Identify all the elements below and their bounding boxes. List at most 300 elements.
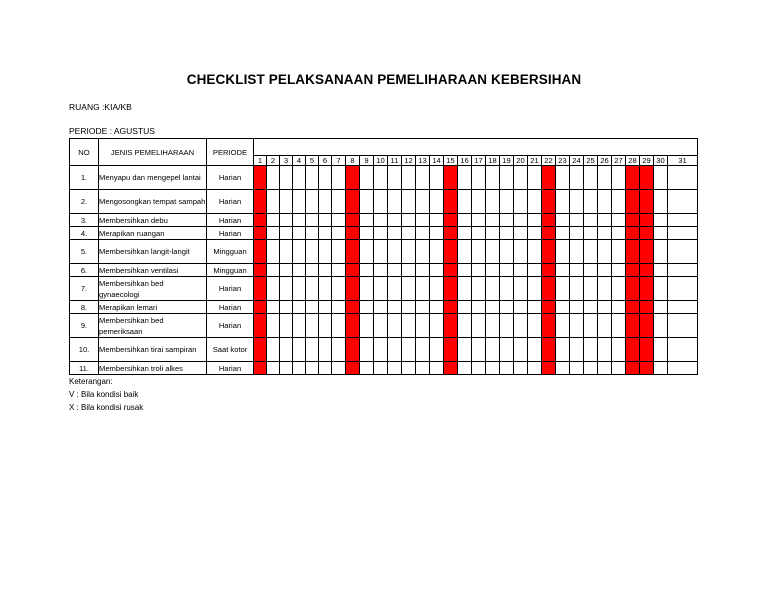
check-cell[interactable] xyxy=(416,240,430,264)
check-cell[interactable] xyxy=(514,264,528,277)
check-cell[interactable] xyxy=(584,362,598,375)
highlight-cell[interactable] xyxy=(626,362,640,375)
check-cell[interactable] xyxy=(500,214,514,227)
highlight-cell[interactable] xyxy=(626,338,640,362)
check-cell[interactable] xyxy=(486,240,500,264)
highlight-cell[interactable] xyxy=(640,214,654,227)
check-cell[interactable] xyxy=(388,227,402,240)
check-cell[interactable] xyxy=(472,314,486,338)
check-cell[interactable] xyxy=(319,227,332,240)
check-cell[interactable] xyxy=(430,314,444,338)
check-cell[interactable] xyxy=(416,362,430,375)
check-cell[interactable] xyxy=(280,190,293,214)
check-cell[interactable] xyxy=(332,314,346,338)
check-cell[interactable] xyxy=(500,362,514,375)
check-cell[interactable] xyxy=(528,301,542,314)
check-cell[interactable] xyxy=(360,338,374,362)
check-cell[interactable] xyxy=(458,301,472,314)
highlight-cell[interactable] xyxy=(254,277,267,301)
check-cell[interactable] xyxy=(306,314,319,338)
check-cell[interactable] xyxy=(500,166,514,190)
check-cell[interactable] xyxy=(306,240,319,264)
check-cell[interactable] xyxy=(612,338,626,362)
check-cell[interactable] xyxy=(500,190,514,214)
check-cell[interactable] xyxy=(374,240,388,264)
check-cell[interactable] xyxy=(528,166,542,190)
highlight-cell[interactable] xyxy=(444,240,458,264)
check-cell[interactable] xyxy=(319,301,332,314)
check-cell[interactable] xyxy=(374,301,388,314)
highlight-cell[interactable] xyxy=(640,227,654,240)
check-cell[interactable] xyxy=(528,240,542,264)
check-cell[interactable] xyxy=(472,166,486,190)
check-cell[interactable] xyxy=(528,338,542,362)
highlight-cell[interactable] xyxy=(254,301,267,314)
highlight-cell[interactable] xyxy=(542,362,556,375)
check-cell[interactable] xyxy=(584,190,598,214)
check-cell[interactable] xyxy=(430,190,444,214)
check-cell[interactable] xyxy=(360,301,374,314)
check-cell[interactable] xyxy=(458,214,472,227)
check-cell[interactable] xyxy=(458,338,472,362)
check-cell[interactable] xyxy=(556,166,570,190)
check-cell[interactable] xyxy=(570,277,584,301)
highlight-cell[interactable] xyxy=(626,190,640,214)
check-cell[interactable] xyxy=(514,277,528,301)
highlight-cell[interactable] xyxy=(254,338,267,362)
check-cell[interactable] xyxy=(319,166,332,190)
check-cell[interactable] xyxy=(293,190,306,214)
check-cell[interactable] xyxy=(612,362,626,375)
check-cell[interactable] xyxy=(360,240,374,264)
check-cell[interactable] xyxy=(360,314,374,338)
check-cell[interactable] xyxy=(612,264,626,277)
check-cell[interactable] xyxy=(360,264,374,277)
check-cell[interactable] xyxy=(374,314,388,338)
highlight-cell[interactable] xyxy=(346,264,360,277)
check-cell[interactable] xyxy=(668,166,698,190)
check-cell[interactable] xyxy=(280,166,293,190)
highlight-cell[interactable] xyxy=(254,214,267,227)
check-cell[interactable] xyxy=(556,264,570,277)
check-cell[interactable] xyxy=(500,227,514,240)
check-cell[interactable] xyxy=(612,314,626,338)
check-cell[interactable] xyxy=(416,227,430,240)
highlight-cell[interactable] xyxy=(542,338,556,362)
check-cell[interactable] xyxy=(654,227,668,240)
check-cell[interactable] xyxy=(556,314,570,338)
check-cell[interactable] xyxy=(584,264,598,277)
check-cell[interactable] xyxy=(402,214,416,227)
highlight-cell[interactable] xyxy=(444,166,458,190)
check-cell[interactable] xyxy=(267,214,280,227)
check-cell[interactable] xyxy=(598,301,612,314)
highlight-cell[interactable] xyxy=(626,314,640,338)
check-cell[interactable] xyxy=(654,240,668,264)
highlight-cell[interactable] xyxy=(254,227,267,240)
check-cell[interactable] xyxy=(514,362,528,375)
highlight-cell[interactable] xyxy=(346,166,360,190)
check-cell[interactable] xyxy=(486,264,500,277)
highlight-cell[interactable] xyxy=(626,214,640,227)
check-cell[interactable] xyxy=(332,227,346,240)
check-cell[interactable] xyxy=(267,362,280,375)
check-cell[interactable] xyxy=(319,362,332,375)
check-cell[interactable] xyxy=(280,264,293,277)
check-cell[interactable] xyxy=(486,227,500,240)
check-cell[interactable] xyxy=(374,214,388,227)
check-cell[interactable] xyxy=(306,214,319,227)
check-cell[interactable] xyxy=(388,301,402,314)
check-cell[interactable] xyxy=(360,166,374,190)
check-cell[interactable] xyxy=(306,166,319,190)
check-cell[interactable] xyxy=(514,214,528,227)
check-cell[interactable] xyxy=(514,338,528,362)
check-cell[interactable] xyxy=(280,240,293,264)
highlight-cell[interactable] xyxy=(254,190,267,214)
highlight-cell[interactable] xyxy=(346,214,360,227)
check-cell[interactable] xyxy=(458,227,472,240)
check-cell[interactable] xyxy=(388,362,402,375)
check-cell[interactable] xyxy=(293,277,306,301)
check-cell[interactable] xyxy=(528,190,542,214)
check-cell[interactable] xyxy=(306,190,319,214)
check-cell[interactable] xyxy=(402,240,416,264)
check-cell[interactable] xyxy=(598,214,612,227)
highlight-cell[interactable] xyxy=(444,301,458,314)
check-cell[interactable] xyxy=(293,227,306,240)
check-cell[interactable] xyxy=(654,166,668,190)
check-cell[interactable] xyxy=(612,277,626,301)
check-cell[interactable] xyxy=(458,166,472,190)
check-cell[interactable] xyxy=(293,362,306,375)
check-cell[interactable] xyxy=(306,277,319,301)
check-cell[interactable] xyxy=(430,338,444,362)
check-cell[interactable] xyxy=(584,227,598,240)
check-cell[interactable] xyxy=(472,338,486,362)
check-cell[interactable] xyxy=(293,301,306,314)
check-cell[interactable] xyxy=(416,277,430,301)
highlight-cell[interactable] xyxy=(346,227,360,240)
check-cell[interactable] xyxy=(486,214,500,227)
check-cell[interactable] xyxy=(332,362,346,375)
check-cell[interactable] xyxy=(556,240,570,264)
check-cell[interactable] xyxy=(402,227,416,240)
check-cell[interactable] xyxy=(654,301,668,314)
check-cell[interactable] xyxy=(319,240,332,264)
check-cell[interactable] xyxy=(388,264,402,277)
highlight-cell[interactable] xyxy=(444,227,458,240)
check-cell[interactable] xyxy=(486,190,500,214)
check-cell[interactable] xyxy=(319,277,332,301)
check-cell[interactable] xyxy=(306,264,319,277)
check-cell[interactable] xyxy=(570,227,584,240)
check-cell[interactable] xyxy=(598,240,612,264)
highlight-cell[interactable] xyxy=(444,314,458,338)
highlight-cell[interactable] xyxy=(640,240,654,264)
check-cell[interactable] xyxy=(612,301,626,314)
highlight-cell[interactable] xyxy=(626,301,640,314)
highlight-cell[interactable] xyxy=(542,240,556,264)
highlight-cell[interactable] xyxy=(346,362,360,375)
check-cell[interactable] xyxy=(528,227,542,240)
check-cell[interactable] xyxy=(360,190,374,214)
check-cell[interactable] xyxy=(360,277,374,301)
check-cell[interactable] xyxy=(570,338,584,362)
check-cell[interactable] xyxy=(402,277,416,301)
check-cell[interactable] xyxy=(486,362,500,375)
check-cell[interactable] xyxy=(598,277,612,301)
check-cell[interactable] xyxy=(654,214,668,227)
highlight-cell[interactable] xyxy=(542,166,556,190)
highlight-cell[interactable] xyxy=(542,227,556,240)
check-cell[interactable] xyxy=(267,166,280,190)
check-cell[interactable] xyxy=(388,166,402,190)
check-cell[interactable] xyxy=(360,227,374,240)
check-cell[interactable] xyxy=(458,362,472,375)
check-cell[interactable] xyxy=(500,314,514,338)
check-cell[interactable] xyxy=(374,166,388,190)
check-cell[interactable] xyxy=(654,362,668,375)
check-cell[interactable] xyxy=(612,227,626,240)
check-cell[interactable] xyxy=(319,338,332,362)
check-cell[interactable] xyxy=(654,338,668,362)
check-cell[interactable] xyxy=(668,214,698,227)
check-cell[interactable] xyxy=(486,301,500,314)
check-cell[interactable] xyxy=(416,190,430,214)
check-cell[interactable] xyxy=(528,277,542,301)
check-cell[interactable] xyxy=(280,314,293,338)
check-cell[interactable] xyxy=(570,301,584,314)
check-cell[interactable] xyxy=(598,314,612,338)
check-cell[interactable] xyxy=(388,314,402,338)
check-cell[interactable] xyxy=(500,301,514,314)
check-cell[interactable] xyxy=(570,264,584,277)
check-cell[interactable] xyxy=(668,362,698,375)
check-cell[interactable] xyxy=(402,190,416,214)
check-cell[interactable] xyxy=(430,277,444,301)
check-cell[interactable] xyxy=(332,190,346,214)
check-cell[interactable] xyxy=(598,264,612,277)
highlight-cell[interactable] xyxy=(444,338,458,362)
highlight-cell[interactable] xyxy=(626,240,640,264)
check-cell[interactable] xyxy=(514,240,528,264)
check-cell[interactable] xyxy=(280,277,293,301)
check-cell[interactable] xyxy=(598,227,612,240)
check-cell[interactable] xyxy=(332,301,346,314)
check-cell[interactable] xyxy=(514,227,528,240)
check-cell[interactable] xyxy=(306,301,319,314)
check-cell[interactable] xyxy=(388,240,402,264)
check-cell[interactable] xyxy=(332,264,346,277)
highlight-cell[interactable] xyxy=(346,301,360,314)
check-cell[interactable] xyxy=(430,240,444,264)
check-cell[interactable] xyxy=(472,301,486,314)
check-cell[interactable] xyxy=(306,227,319,240)
check-cell[interactable] xyxy=(570,190,584,214)
check-cell[interactable] xyxy=(402,264,416,277)
check-cell[interactable] xyxy=(388,190,402,214)
highlight-cell[interactable] xyxy=(542,264,556,277)
highlight-cell[interactable] xyxy=(626,264,640,277)
check-cell[interactable] xyxy=(654,190,668,214)
highlight-cell[interactable] xyxy=(640,166,654,190)
check-cell[interactable] xyxy=(293,166,306,190)
check-cell[interactable] xyxy=(612,214,626,227)
check-cell[interactable] xyxy=(332,240,346,264)
highlight-cell[interactable] xyxy=(254,362,267,375)
check-cell[interactable] xyxy=(430,362,444,375)
check-cell[interactable] xyxy=(654,277,668,301)
check-cell[interactable] xyxy=(472,277,486,301)
check-cell[interactable] xyxy=(486,166,500,190)
check-cell[interactable] xyxy=(668,264,698,277)
check-cell[interactable] xyxy=(500,264,514,277)
check-cell[interactable] xyxy=(293,214,306,227)
check-cell[interactable] xyxy=(293,338,306,362)
check-cell[interactable] xyxy=(584,301,598,314)
check-cell[interactable] xyxy=(332,338,346,362)
highlight-cell[interactable] xyxy=(346,240,360,264)
check-cell[interactable] xyxy=(430,301,444,314)
check-cell[interactable] xyxy=(668,227,698,240)
check-cell[interactable] xyxy=(416,301,430,314)
check-cell[interactable] xyxy=(668,190,698,214)
check-cell[interactable] xyxy=(556,190,570,214)
highlight-cell[interactable] xyxy=(346,314,360,338)
check-cell[interactable] xyxy=(458,240,472,264)
highlight-cell[interactable] xyxy=(640,277,654,301)
check-cell[interactable] xyxy=(267,277,280,301)
check-cell[interactable] xyxy=(584,166,598,190)
check-cell[interactable] xyxy=(402,338,416,362)
check-cell[interactable] xyxy=(556,227,570,240)
check-cell[interactable] xyxy=(528,264,542,277)
check-cell[interactable] xyxy=(612,190,626,214)
check-cell[interactable] xyxy=(556,277,570,301)
check-cell[interactable] xyxy=(472,227,486,240)
check-cell[interactable] xyxy=(306,338,319,362)
check-cell[interactable] xyxy=(267,190,280,214)
check-cell[interactable] xyxy=(486,314,500,338)
check-cell[interactable] xyxy=(267,240,280,264)
check-cell[interactable] xyxy=(458,190,472,214)
highlight-cell[interactable] xyxy=(254,166,267,190)
check-cell[interactable] xyxy=(556,338,570,362)
highlight-cell[interactable] xyxy=(626,277,640,301)
check-cell[interactable] xyxy=(598,362,612,375)
check-cell[interactable] xyxy=(612,166,626,190)
check-cell[interactable] xyxy=(598,190,612,214)
highlight-cell[interactable] xyxy=(542,314,556,338)
check-cell[interactable] xyxy=(402,301,416,314)
check-cell[interactable] xyxy=(416,214,430,227)
check-cell[interactable] xyxy=(486,338,500,362)
check-cell[interactable] xyxy=(668,277,698,301)
highlight-cell[interactable] xyxy=(626,227,640,240)
check-cell[interactable] xyxy=(374,338,388,362)
check-cell[interactable] xyxy=(280,362,293,375)
highlight-cell[interactable] xyxy=(542,190,556,214)
check-cell[interactable] xyxy=(598,338,612,362)
check-cell[interactable] xyxy=(293,264,306,277)
check-cell[interactable] xyxy=(280,214,293,227)
check-cell[interactable] xyxy=(584,214,598,227)
check-cell[interactable] xyxy=(584,314,598,338)
check-cell[interactable] xyxy=(458,314,472,338)
highlight-cell[interactable] xyxy=(640,264,654,277)
check-cell[interactable] xyxy=(280,338,293,362)
highlight-cell[interactable] xyxy=(640,190,654,214)
check-cell[interactable] xyxy=(374,264,388,277)
check-cell[interactable] xyxy=(458,264,472,277)
check-cell[interactable] xyxy=(374,190,388,214)
check-cell[interactable] xyxy=(374,277,388,301)
highlight-cell[interactable] xyxy=(444,190,458,214)
check-cell[interactable] xyxy=(500,338,514,362)
highlight-cell[interactable] xyxy=(640,301,654,314)
check-cell[interactable] xyxy=(570,240,584,264)
check-cell[interactable] xyxy=(472,264,486,277)
check-cell[interactable] xyxy=(654,264,668,277)
check-cell[interactable] xyxy=(267,338,280,362)
check-cell[interactable] xyxy=(584,277,598,301)
highlight-cell[interactable] xyxy=(626,166,640,190)
check-cell[interactable] xyxy=(612,240,626,264)
check-cell[interactable] xyxy=(556,301,570,314)
check-cell[interactable] xyxy=(374,227,388,240)
check-cell[interactable] xyxy=(416,166,430,190)
highlight-cell[interactable] xyxy=(444,362,458,375)
check-cell[interactable] xyxy=(360,214,374,227)
check-cell[interactable] xyxy=(514,301,528,314)
check-cell[interactable] xyxy=(280,227,293,240)
highlight-cell[interactable] xyxy=(346,190,360,214)
check-cell[interactable] xyxy=(500,277,514,301)
check-cell[interactable] xyxy=(584,338,598,362)
check-cell[interactable] xyxy=(388,214,402,227)
highlight-cell[interactable] xyxy=(254,240,267,264)
highlight-cell[interactable] xyxy=(542,301,556,314)
check-cell[interactable] xyxy=(267,301,280,314)
highlight-cell[interactable] xyxy=(542,277,556,301)
check-cell[interactable] xyxy=(668,240,698,264)
check-cell[interactable] xyxy=(472,214,486,227)
check-cell[interactable] xyxy=(402,314,416,338)
highlight-cell[interactable] xyxy=(640,314,654,338)
check-cell[interactable] xyxy=(430,264,444,277)
highlight-cell[interactable] xyxy=(444,264,458,277)
check-cell[interactable] xyxy=(402,362,416,375)
check-cell[interactable] xyxy=(416,314,430,338)
highlight-cell[interactable] xyxy=(542,214,556,227)
highlight-cell[interactable] xyxy=(444,214,458,227)
check-cell[interactable] xyxy=(584,240,598,264)
check-cell[interactable] xyxy=(514,314,528,338)
check-cell[interactable] xyxy=(528,362,542,375)
check-cell[interactable] xyxy=(319,264,332,277)
check-cell[interactable] xyxy=(402,166,416,190)
check-cell[interactable] xyxy=(528,214,542,227)
highlight-cell[interactable] xyxy=(640,338,654,362)
highlight-cell[interactable] xyxy=(640,362,654,375)
check-cell[interactable] xyxy=(332,166,346,190)
check-cell[interactable] xyxy=(472,240,486,264)
check-cell[interactable] xyxy=(668,314,698,338)
check-cell[interactable] xyxy=(416,264,430,277)
check-cell[interactable] xyxy=(528,314,542,338)
check-cell[interactable] xyxy=(570,166,584,190)
